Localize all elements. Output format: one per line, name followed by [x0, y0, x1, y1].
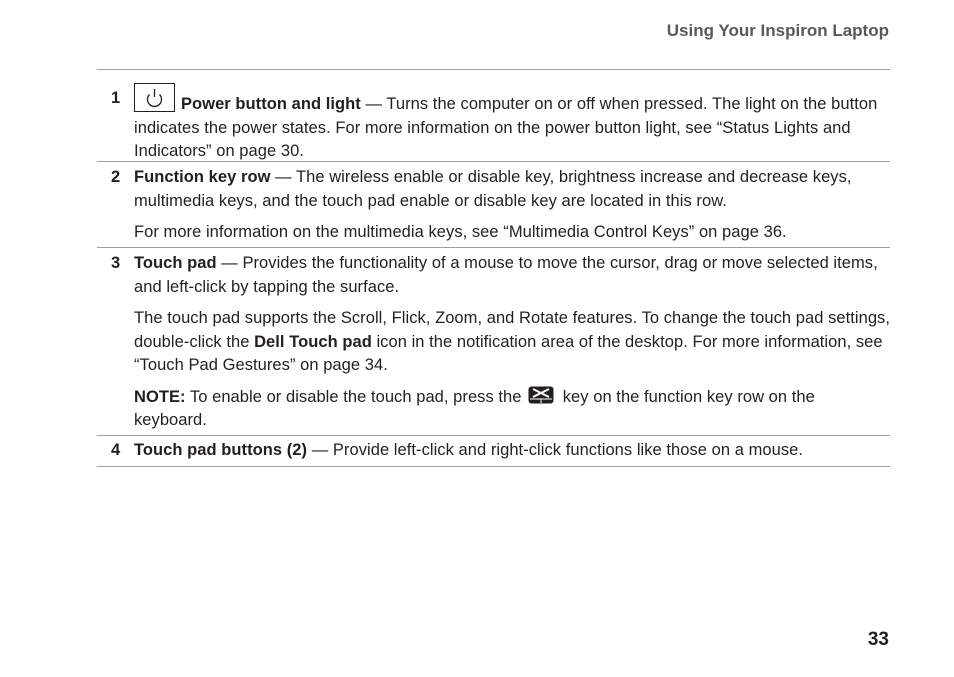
note-text: key on the function key row on the keyboard. [134, 387, 815, 429]
item-paragraph [134, 307, 890, 378]
item-body [134, 252, 890, 441]
table-rule [97, 247, 890, 248]
item-text: — Provides the functionality of a mouse to move the cursor, drag or move selected items, and left-click by tapping the surface. [134, 254, 878, 296]
item-title: Power button and light [181, 95, 361, 113]
table-rule [97, 435, 890, 436]
item-number: 3 [111, 254, 121, 272]
running-header: Using Your Inspiron Laptop [666, 21, 889, 40]
note-paragraph [134, 386, 890, 433]
touchpad-toggle-icon [528, 386, 554, 404]
item-body [134, 86, 890, 172]
table-rule [97, 466, 890, 467]
note-text: To enable or disable the touch pad, press the [185, 387, 527, 406]
paragraph-text: icon in the notification area of the desktop. For more information, see “Touch Pad Gestures” on page 34. [134, 332, 883, 374]
item-text: — Turns the computer on or off when pressed. The light on the button indicates the power states. For more information on the power button light, see “Status Lights and Indicators” on page 30. [134, 95, 878, 160]
item-number: 2 [111, 168, 121, 186]
note-label: NOTE: [134, 387, 186, 406]
item-number: 1 [111, 89, 121, 107]
dell-touch-pad-label: Dell Touch pad [254, 332, 372, 351]
paragraph-text: The touch pad supports the Scroll, Flick, Zoom, and Rotate features. To change the touch pad settings, double-click the [134, 309, 890, 351]
item-title: Touch pad [134, 254, 217, 272]
item-title: Touch pad buttons (2) [134, 441, 308, 459]
table-rule [97, 161, 890, 162]
item-text: — The wireless enable or disable key, brightness increase and decrease keys, multimedia keys, and the touch pad enable or disable key are located in this row. [134, 168, 852, 210]
item-number: 4 [111, 441, 121, 459]
power-icon [134, 83, 175, 112]
table-rule [97, 69, 890, 70]
item-text: — Provide left-click and right-click functions like those on a mouse. [307, 441, 804, 459]
item-title: Function key row [134, 168, 271, 186]
item-paragraph: For more information on the multimedia keys, see “Multimedia Control Keys” on page 36. [134, 223, 787, 241]
page-number: 33 [867, 629, 889, 650]
item-body [134, 166, 890, 253]
